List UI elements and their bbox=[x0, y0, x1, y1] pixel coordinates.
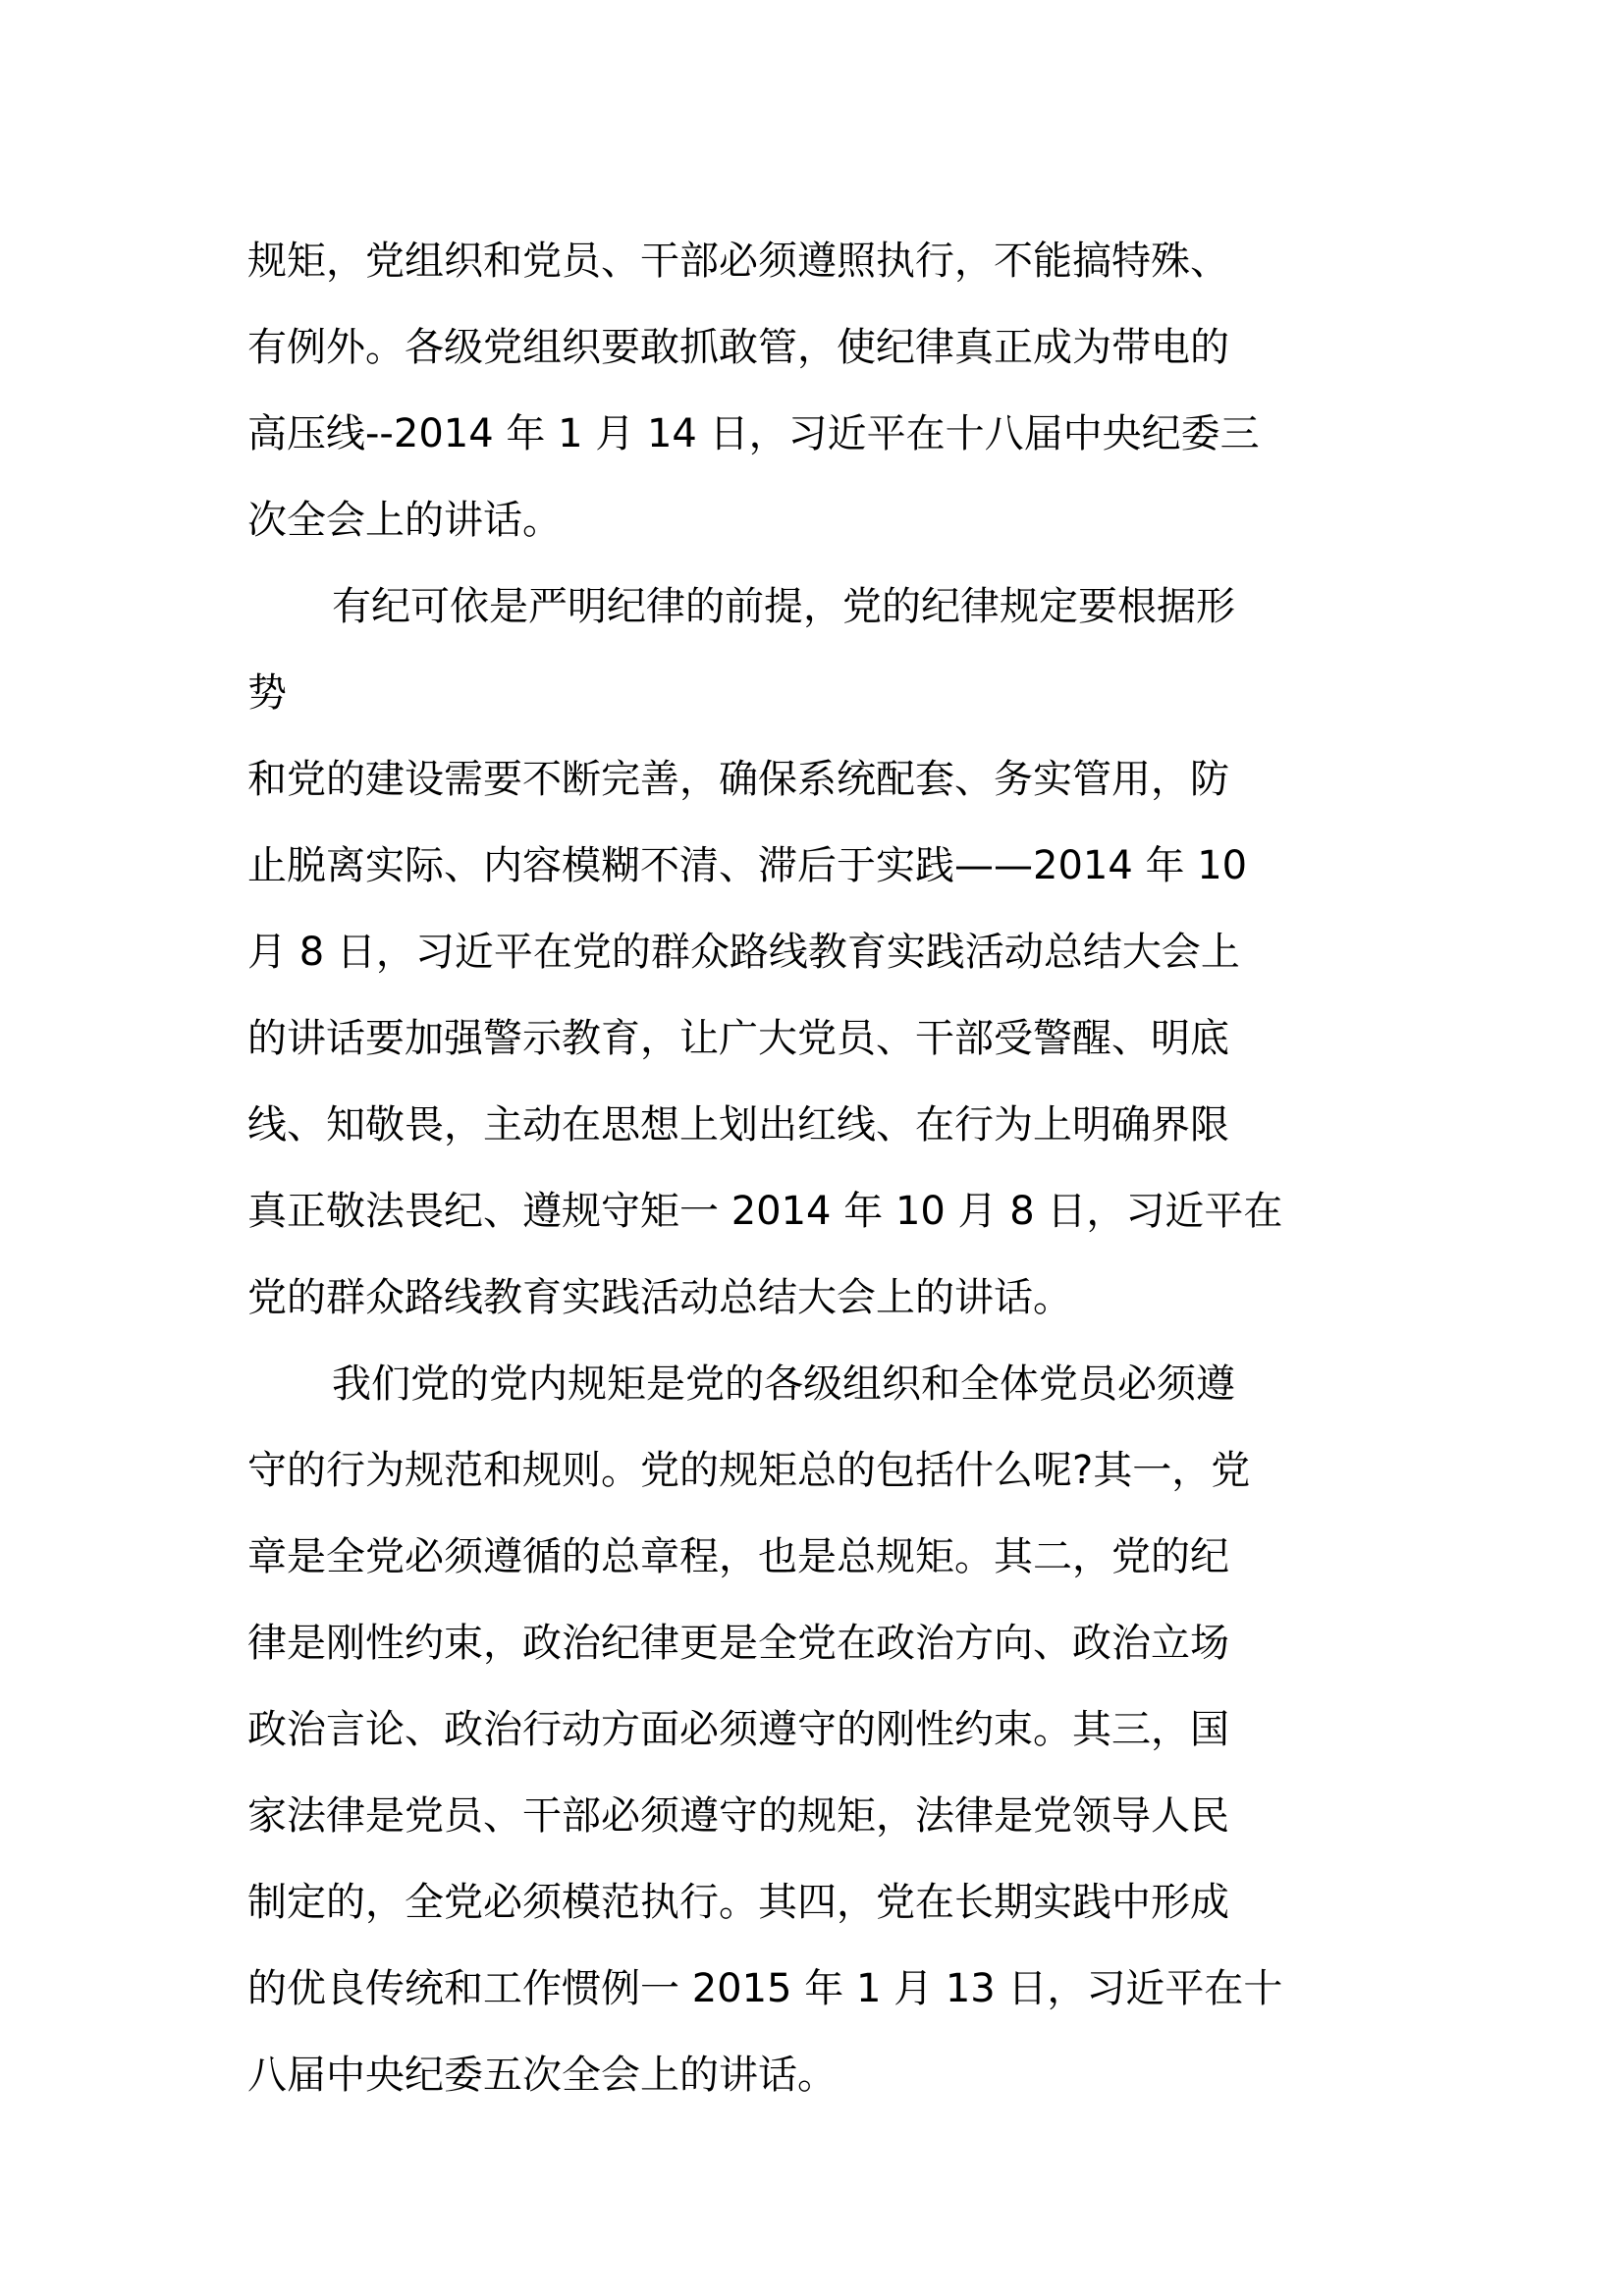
text-line: 和党的建设需要不断完善，确保系统配套、务实管用，防 bbox=[247, 757, 1229, 802]
text-line: 有例外。各级党组织要敢抓敢管，使纪律真正成为带电的 bbox=[247, 325, 1229, 370]
text-line: 党的群众路线教育实践活动总结大会上的讲话。 bbox=[247, 1275, 1072, 1320]
text-line: 高压线--2014 年 1 月 14 日，习近平在十八届中央纪委三 bbox=[247, 411, 1260, 456]
text-line: 守的行为规范和规则。党的规矩总的包括什么呢?其一，党 bbox=[247, 1448, 1251, 1493]
text-line: 政治言论、政治行动方面必须遵守的刚性约束。其三，国 bbox=[247, 1707, 1229, 1752]
text-line: 家法律是党员、干部必须遵守的规矩，法律是党领导人民 bbox=[247, 1793, 1229, 1839]
text-line: 势 bbox=[247, 670, 287, 716]
paragraph-first-line: 有纪可依是严明纪律的前提，党的纪律规定要根据形 bbox=[332, 584, 1235, 629]
text-line: 的优良传统和工作惯例一 2015 年 1 月 13 日，习近平在十 bbox=[247, 1966, 1283, 2011]
text-line: 止脱离实际、内容模糊不清、滞后于实践——2014 年 10 bbox=[247, 843, 1248, 888]
text-line: 月 8 日，习近平在党的群众路线教育实践活动总结大会上 bbox=[247, 930, 1240, 975]
text-line: 制定的，全党必须模范执行。其四，党在长期实践中形成 bbox=[247, 1880, 1229, 1925]
text-line: 律是刚性约束，政治纪律更是全党在政治方向、政治立场 bbox=[247, 1621, 1229, 1666]
text-line: 的讲话要加强警示教育，让广大党员、干部受警醒、明底 bbox=[247, 1016, 1229, 1061]
text-line: 规矩，党组织和党员、干部必须遵照执行，不能搞特殊、 bbox=[247, 239, 1229, 284]
text-line: 章是全党必须遵循的总章程，也是总规矩。其二，党的纪 bbox=[247, 1534, 1229, 1579]
text-line: 八届中央纪委五次全会上的讲话。 bbox=[247, 2053, 837, 2098]
text-line: 线、知敬畏，主动在思想上划出红线、在行为上明确界限 bbox=[247, 1102, 1229, 1148]
text-line: 真正敬法畏纪、遵规守矩一 2014 年 10 月 8 日，习近平在 bbox=[247, 1189, 1283, 1234]
document-body bbox=[247, 218, 1396, 2118]
text-line: 次全会上的讲话。 bbox=[247, 498, 562, 543]
paragraph-first-line: 我们党的党内规矩是党的各级组织和全体党员必须遵 bbox=[332, 1362, 1235, 1407]
